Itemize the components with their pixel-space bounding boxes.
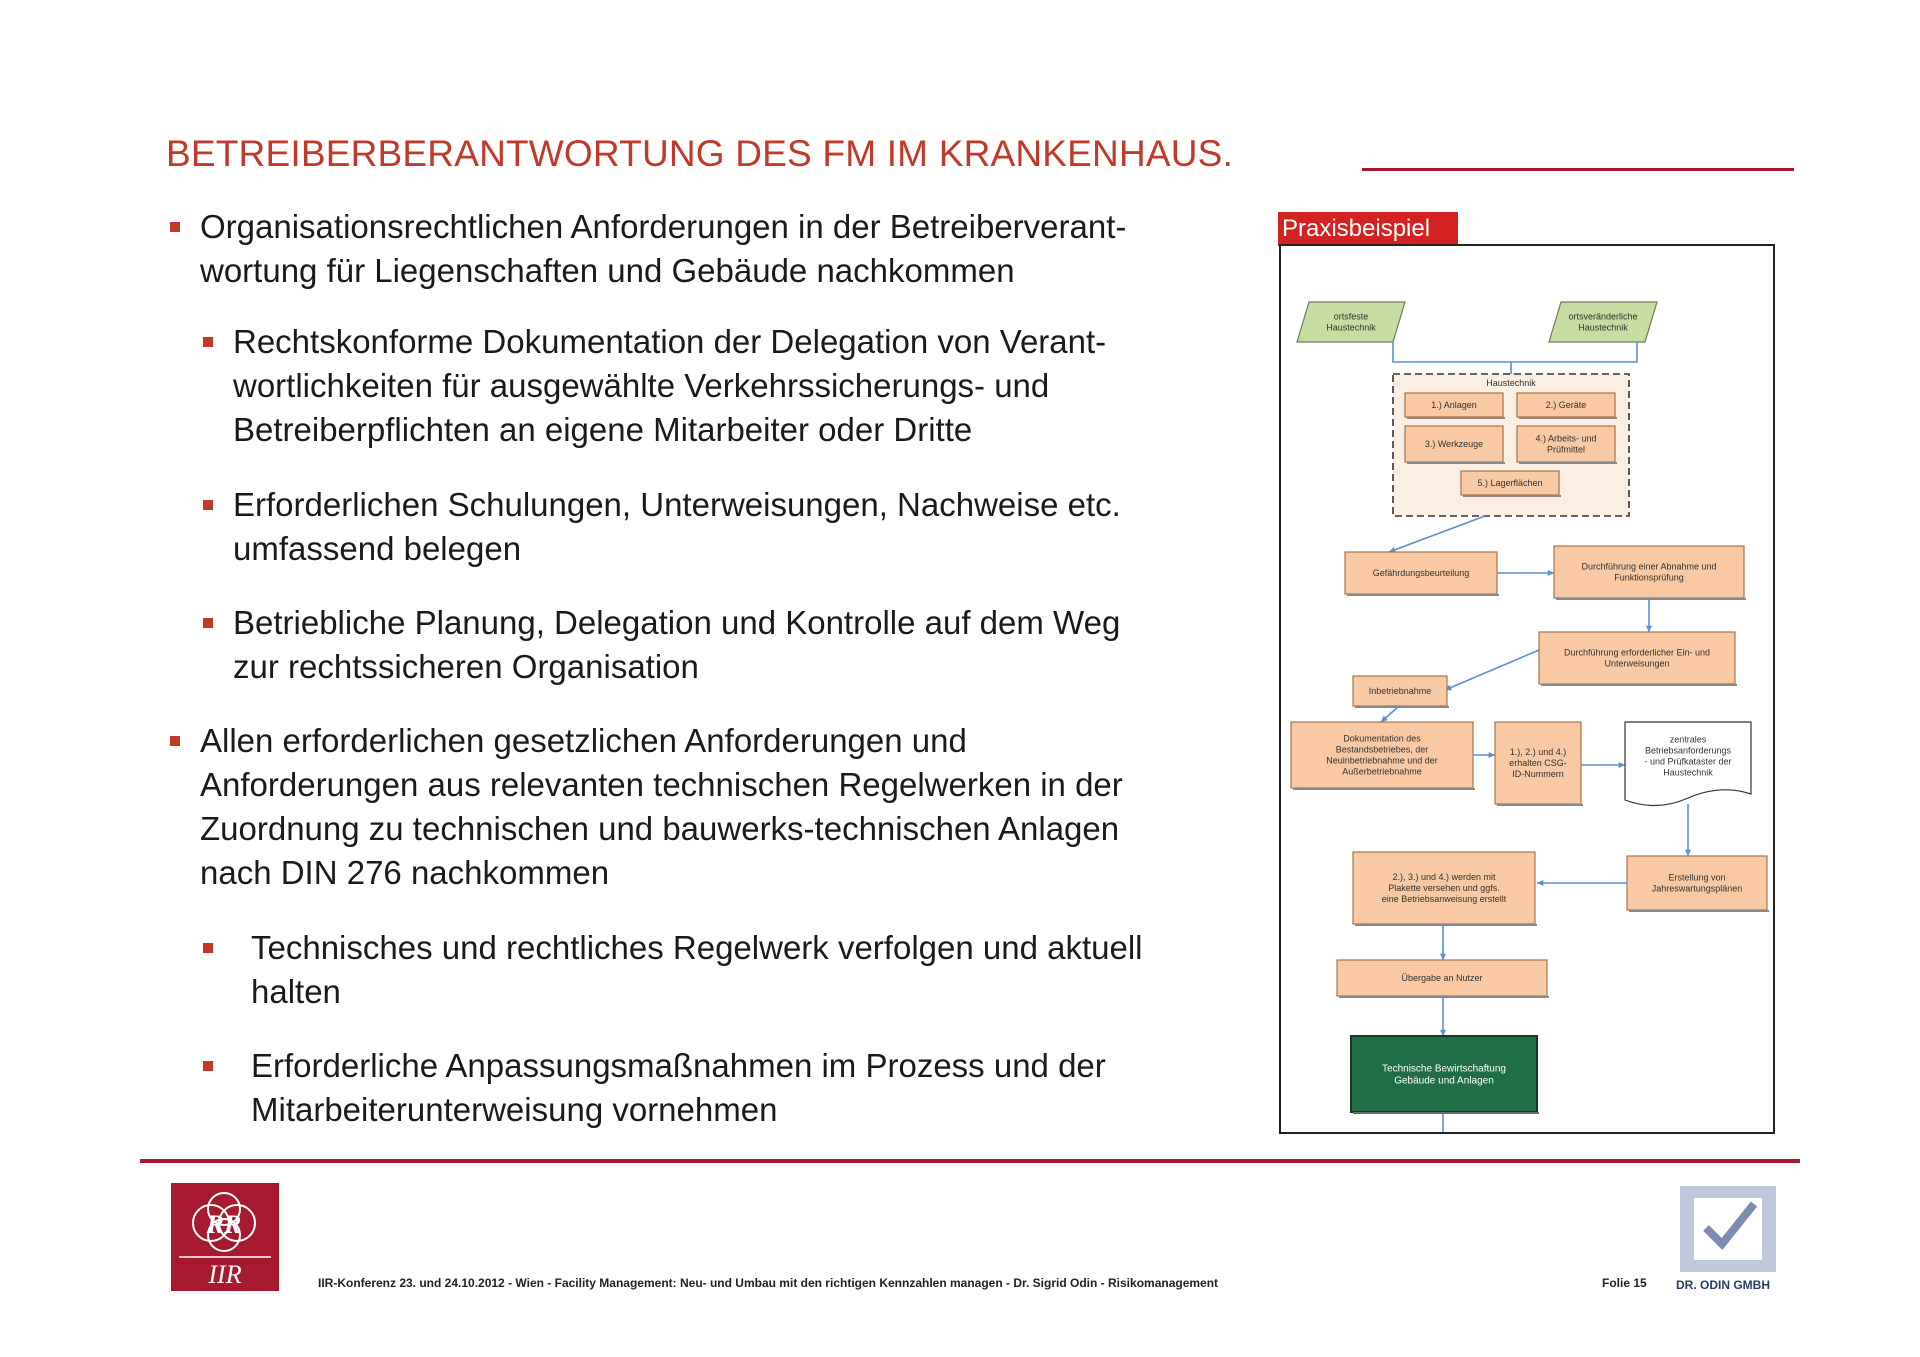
flow-bewirtschaftung-text: Technische Bewirtschaftung [1382, 1063, 1506, 1075]
flow-zentral-text: Haustechnik [1663, 767, 1713, 778]
bullet-marker-icon [203, 1061, 213, 1071]
flow-unterweisung-text: Unterweisungen [1604, 658, 1670, 669]
flow-unterweisung-text: Durchführung erforderlicher Ein- und [1563, 647, 1711, 658]
flow-input-right-text: ortsveränderliche [1568, 311, 1638, 322]
flow-arrow-to-plakette-head [1537, 880, 1543, 886]
flow-abnahme-text: Funktionsprüfung [1614, 572, 1684, 583]
bullet-marker-icon [203, 943, 213, 953]
bullet-text-line: zur rechtssicheren Organisation [233, 648, 699, 685]
footer-conference-text: IIR-Konferenz 23. und 24.10.2012 - Wien - Facility Management: Neu- und Umbau mit den richtigen Kennzahlen managen - Dr. Sigrid Odin - Risikomanagement [318, 1276, 1219, 1290]
bullet-text-line: Erforderlichen Schulungen, Unterweisungen, Nachweise etc. [233, 486, 1121, 523]
bullet-text-line: halten [251, 973, 341, 1010]
flowchart [1281, 246, 1773, 1132]
flow-doku-text: Dokumentation des [1343, 733, 1421, 744]
bullet-text-line: wortlichkeiten für ausgewählte Verkehrssicherungs- und [233, 367, 1050, 404]
bullet-text-line: Betreiberpflichten an eigene Mitarbeiter oder Dritte [233, 411, 973, 448]
flow-group-item-shadow [1407, 462, 1505, 464]
flow-doku-text: Bestandsbetriebes, der [1335, 744, 1429, 755]
flow-zentral-text: zentrales [1669, 734, 1707, 745]
flow-bewirtschaftung-shadow [1353, 1112, 1539, 1114]
flow-arrow-to-uebergabe-head [1440, 954, 1446, 960]
bullet-marker-icon [203, 618, 213, 628]
flow-group-item-shadow [1463, 495, 1561, 497]
flow-uebergabe-shadow [1339, 996, 1549, 998]
bullet-text-line: nach DIN 276 nachkommen [200, 854, 610, 891]
bullet-text-line: Technisches und rechtliches Regelwerk verfolgen und aktuell [251, 929, 1143, 966]
flow-wartung-shadow [1629, 910, 1769, 912]
odin-logo [1676, 1182, 1780, 1278]
flow-bewirtschaftung-text: Gebäude und Anlagen [1394, 1075, 1494, 1087]
bullet-text-line: Zuordnung zu technischen und bauwerks-technischen Anlagen [200, 810, 1120, 847]
flow-input-left-text: ortsfeste [1333, 311, 1369, 322]
flow-inbetrieb-shadow [1355, 706, 1449, 708]
flow-arrow-to-inbetrieb [1445, 650, 1539, 690]
flow-arrow-to-zentral-head [1619, 762, 1625, 768]
flow-gefaehrdung-shadow [1347, 594, 1499, 596]
praxis-label: Praxisbeispiel [1278, 212, 1458, 246]
flow-group-item-text: 2.) Geräte [1545, 400, 1587, 411]
flow-abnahme-text: Durchführung einer Abnahme und [1581, 561, 1717, 572]
flow-wartung-text: Erstellung von [1668, 872, 1726, 883]
flow-group-item-text: 5.) Lagerflächen [1477, 478, 1543, 489]
bullet-text-line: wortung für Liegenschaften und Gebäude nachkommen [200, 252, 1015, 289]
flow-arrow-to-gefaehrdung [1389, 516, 1485, 552]
bullet-text-line: Organisationsrechtlichen Anforderungen in der Betreiberverant- [200, 208, 1127, 245]
flow-group-item-text: 3.) Werkzeuge [1424, 439, 1484, 450]
iir-logo-text: IIR [208, 1260, 242, 1289]
flow-plakette-text: 2.), 3.) und 4.) werden mit [1392, 872, 1496, 883]
bullet-text-line: Erforderliche Anpassungsmaßnahmen im Prozess und der [251, 1047, 1106, 1084]
flow-input-right-text: Haustechnik [1578, 322, 1628, 333]
flow-csg-text: 1.), 2.) und 4.) [1509, 747, 1567, 758]
flow-group-item-text: 4.) Arbeits- und [1535, 433, 1597, 444]
flow-input-left-text: Haustechnik [1326, 322, 1376, 333]
flow-arrow-to-wartung-head [1685, 850, 1691, 856]
flow-group-item-text: Prüfmittel [1546, 444, 1586, 455]
bullet-text-line: Rechtskonforme Dokumentation der Delegation von Verant- [233, 323, 1107, 360]
flow-plakette-text: Plakette versehen und ggfs. [1388, 883, 1500, 894]
flow-csg-shadow [1497, 804, 1583, 806]
flow-abnahme-shadow [1556, 598, 1746, 600]
bullet-text-line: Allen erforderlichen gesetzlichen Anforderungen und [200, 722, 967, 759]
flow-csg-text: erhalten CSG- [1509, 758, 1567, 769]
bullet-marker-icon [170, 736, 180, 746]
flow-plakette-shadow [1355, 924, 1537, 926]
flow-arrow-to-csg-head [1489, 752, 1495, 758]
flow-arrow-to-unterweisung-head [1646, 626, 1652, 632]
flow-csg-text: ID-Nummern [1512, 769, 1564, 780]
flow-uebergabe-text: Übergabe an Nutzer [1401, 973, 1483, 984]
bullet-marker-icon [203, 500, 213, 510]
flow-inbetrieb-text: Inbetriebnahme [1368, 686, 1432, 697]
flow-group-item-shadow [1407, 417, 1505, 419]
bullet-text-line: Mitarbeiterunterweisung vornehmen [251, 1091, 778, 1128]
title-underline [1362, 168, 1794, 171]
flow-gefaehrdung-text: Gefährdungsbeurteilung [1372, 568, 1470, 579]
flow-arrow-to-abnahme-head [1548, 570, 1554, 576]
bullet-text-line: Anforderungen aus relevanten technischen Regelwerken in der [200, 766, 1123, 803]
flow-wartung-text: Jahreswartungsplänen [1651, 883, 1743, 894]
iir-logo [171, 1183, 279, 1291]
company-name: DR. ODIN GMBH [1676, 1278, 1770, 1292]
flowchart-frame [1279, 244, 1775, 1134]
bullet-text-line: umfassend belegen [233, 530, 522, 567]
slide-number: Folie 15 [1602, 1276, 1647, 1290]
flow-doku-shadow [1293, 788, 1475, 790]
flow-merge-line [1393, 342, 1637, 362]
flow-group-item-shadow [1519, 462, 1617, 464]
bullet-marker-icon [170, 222, 180, 232]
bullet-marker-icon [203, 337, 213, 347]
svg-text:RR: RR [206, 1210, 242, 1239]
flow-group-item-shadow [1519, 417, 1617, 419]
flow-unterweisung-shadow [1541, 684, 1737, 686]
page-title: BETREIBERBERANTWORTUNG DES FM IM KRANKENHAUS. [166, 133, 1234, 174]
flow-plakette-text: eine Betriebsanweisung erstellt [1381, 894, 1507, 905]
flow-doku-text: Neuinbetriebnahme und der [1326, 755, 1438, 766]
flow-zentral-text: - und Prüfkataster der [1644, 756, 1732, 767]
flow-group-item-text: 1.) Anlagen [1431, 400, 1477, 411]
bullet-text-line: Betriebliche Planung, Delegation und Kontrolle auf dem Weg [233, 604, 1121, 641]
flow-zentral-text: Betriebsanforderungs [1644, 745, 1732, 756]
footer-rule [140, 1159, 1800, 1163]
flow-group-title: Haustechnik [1486, 378, 1536, 388]
flow-doku-text: Außerbetriebnahme [1342, 766, 1422, 777]
